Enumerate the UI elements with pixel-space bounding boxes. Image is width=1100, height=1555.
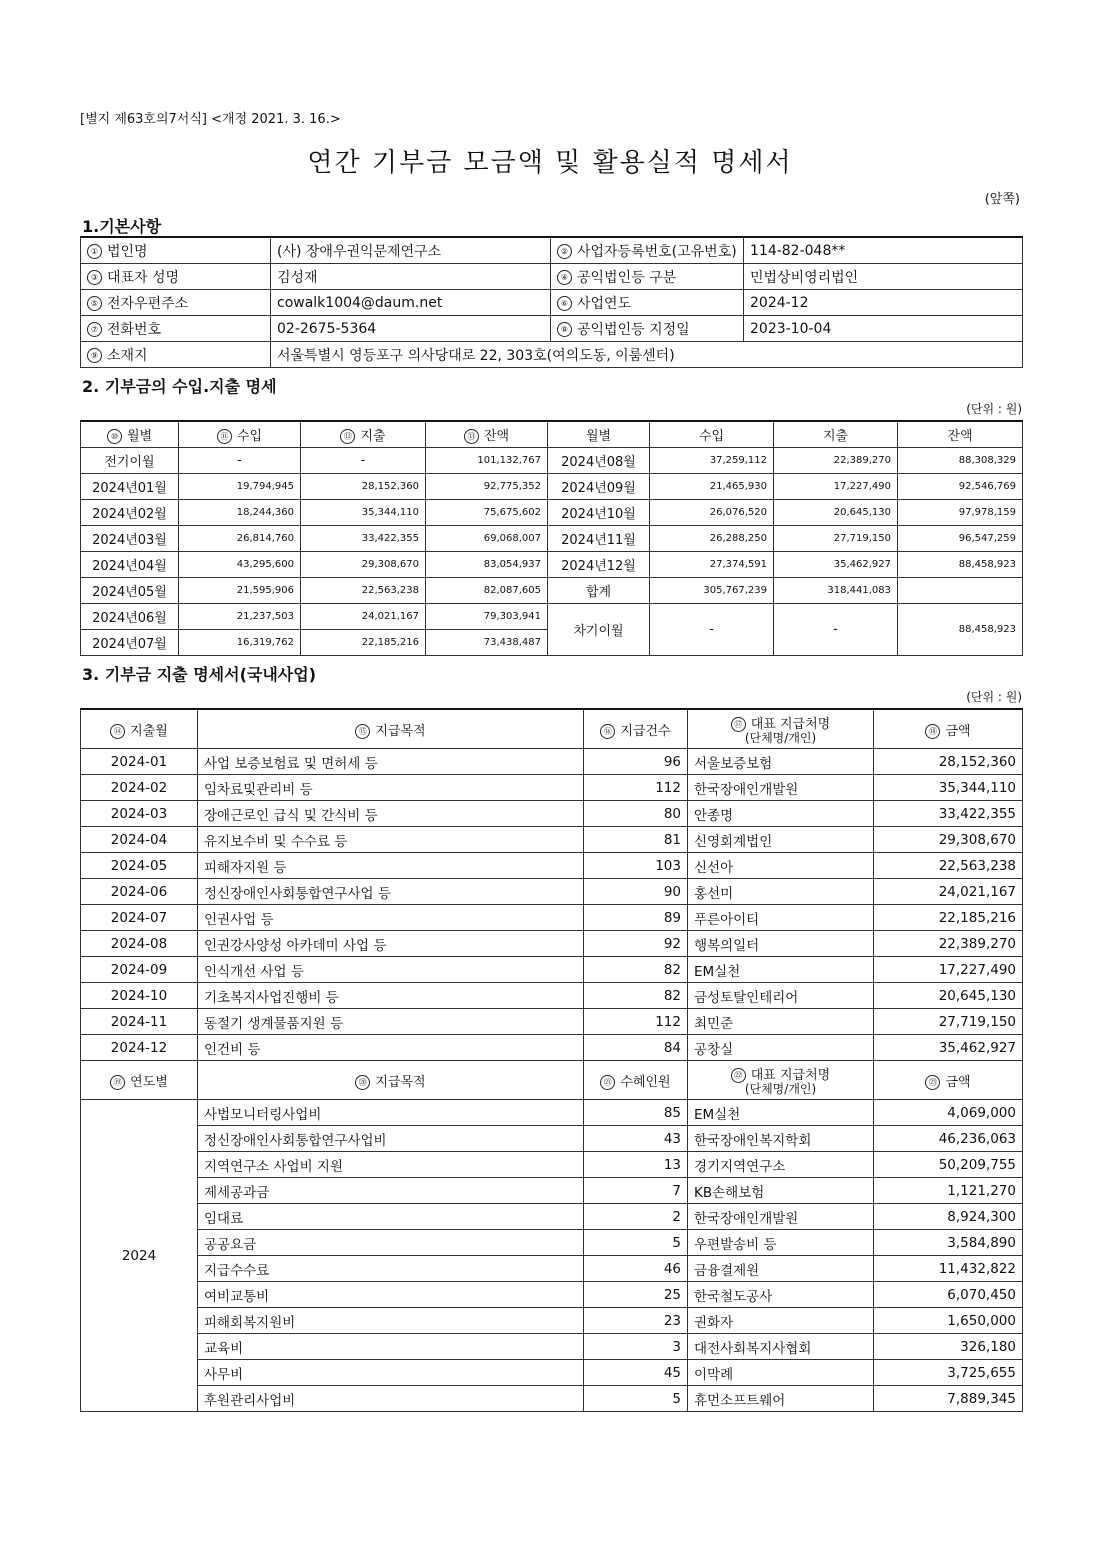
- col-amount: ⑱ 금액: [874, 709, 1023, 749]
- field-value: 114-82-048**: [744, 237, 1023, 264]
- table-row: [81, 775, 1023, 801]
- month-cell: 2024년02월: [81, 500, 179, 526]
- table-row: [81, 1100, 1023, 1126]
- table-row: [81, 1126, 1023, 1152]
- expense-cell: 33,422,355: [301, 526, 426, 552]
- amount-cell: 8,924,300: [874, 1204, 1023, 1230]
- income-cell: 21,465,930: [650, 474, 774, 500]
- number-badge: ③: [87, 270, 102, 285]
- table-row: [81, 853, 1023, 879]
- table-row: [81, 500, 1023, 526]
- payee-cell: 이막례: [688, 1360, 874, 1386]
- purpose-cell: 후원관리사업비: [198, 1386, 584, 1412]
- expense-cell: 28,152,360: [301, 474, 426, 500]
- table-row: [81, 983, 1023, 1009]
- income-cell: 27,374,591: [650, 552, 774, 578]
- balance-cell: 69,068,007: [426, 526, 548, 552]
- yearly-header-row: [81, 1061, 1023, 1100]
- col-purpose: ⑳ 지급목적: [198, 1061, 584, 1100]
- count-cell: 84: [584, 1035, 688, 1061]
- amount-cell: 3,725,655: [874, 1360, 1023, 1386]
- count-cell: 103: [584, 853, 688, 879]
- info-row: [81, 264, 1023, 290]
- month-cell: 2024년05월: [81, 578, 179, 604]
- section2-unit: (단위 : 원): [966, 402, 1022, 416]
- beneficiary-count-cell: 85: [584, 1100, 688, 1126]
- carry-m-cell: 차기이월: [548, 604, 650, 656]
- amount-cell: 20,645,130: [874, 983, 1023, 1009]
- payee-cell: 서울보증보험: [688, 749, 874, 775]
- purpose-cell: 임차료및관리비 등: [198, 775, 584, 801]
- month-cell: 2024년07월: [81, 630, 179, 656]
- purpose-cell: 사무비: [198, 1360, 584, 1386]
- income-cell: 18,244,360: [179, 500, 301, 526]
- table-row: [81, 1204, 1023, 1230]
- col-income-2: 수입: [650, 421, 774, 448]
- number-badge: ④: [557, 270, 572, 285]
- payee-cell: 한국장애인복지학회: [688, 1126, 874, 1152]
- purpose-cell: 정신장애인사회통합연구사업 등: [198, 879, 584, 905]
- field-value: 민법상비영리법인: [744, 264, 1023, 290]
- income-cell: 19,794,945: [179, 474, 301, 500]
- balance-cell: 96,547,259: [898, 526, 1023, 552]
- amount-cell: 35,462,927: [874, 1035, 1023, 1061]
- beneficiary-count-cell: 25: [584, 1282, 688, 1308]
- col-expense-month: ⑭ 지출월: [81, 709, 198, 749]
- expense-detail-table: [80, 708, 1023, 1412]
- month-cell: 2024-12: [81, 1035, 198, 1061]
- amount-cell: 7,889,345: [874, 1386, 1023, 1412]
- page-title: 연간 기부금 모금액 및 활용실적 명세서: [307, 148, 793, 178]
- carry-out-cell: -: [774, 604, 898, 656]
- expense-cell: 20,645,130: [774, 500, 898, 526]
- beneficiary-count-cell: 45: [584, 1360, 688, 1386]
- purpose-cell: 공공요금: [198, 1230, 584, 1256]
- purpose-cell: 교육비: [198, 1334, 584, 1360]
- count-cell: 96: [584, 749, 688, 775]
- col-expense: ⑫ 지출: [301, 421, 426, 448]
- col-income: ⑪ 수입: [179, 421, 301, 448]
- month-cell: 2024년11월: [548, 526, 650, 552]
- count-cell: 81: [584, 827, 688, 853]
- basic-info-table: [80, 236, 1023, 368]
- amount-cell: 33,422,355: [874, 801, 1023, 827]
- expense-cell: 318,441,083: [774, 578, 898, 604]
- number-badge: ㉓: [925, 1075, 940, 1090]
- payee-cell: 한국철도공사: [688, 1282, 874, 1308]
- month-cell: 2024년04월: [81, 552, 179, 578]
- payee-cell: 행복의일터: [688, 931, 874, 957]
- amount-cell: 4,069,000: [874, 1100, 1023, 1126]
- table-row: [81, 879, 1023, 905]
- income-cell: 43,295,600: [179, 552, 301, 578]
- number-badge: ⑧: [557, 322, 572, 337]
- number-badge: ②: [557, 244, 572, 259]
- income-expense-table: [80, 420, 1023, 656]
- balance-cell: 92,546,769: [898, 474, 1023, 500]
- col-beneficiaries: ㉑ 수혜인원: [584, 1061, 688, 1100]
- beneficiary-count-cell: 3: [584, 1334, 688, 1360]
- amount-cell: 50,209,755: [874, 1152, 1023, 1178]
- field-label: ① 법인명: [81, 237, 271, 264]
- month-cell: 2024년10월: [548, 500, 650, 526]
- table-row: [81, 749, 1023, 775]
- table-row: [81, 552, 1023, 578]
- field-label: ⑧ 공익법인등 지정일: [551, 316, 744, 342]
- amount-cell: 27,719,150: [874, 1009, 1023, 1035]
- expense-cell: 22,563,238: [301, 578, 426, 604]
- count-cell: 112: [584, 775, 688, 801]
- beneficiary-count-cell: 13: [584, 1152, 688, 1178]
- amount-cell: 22,389,270: [874, 931, 1023, 957]
- payee-cell: 홍선미: [688, 879, 874, 905]
- balance-cell: [898, 578, 1023, 604]
- month-cell: 2024-08: [81, 931, 198, 957]
- beneficiary-count-cell: 43: [584, 1126, 688, 1152]
- number-badge: ⑨: [87, 348, 102, 363]
- expense-cell: 35,462,927: [774, 552, 898, 578]
- col-payee: ⑰ 대표 지급처명 (단체명/개인): [688, 709, 874, 749]
- field-value: 02-2675-5364: [271, 316, 551, 342]
- year-cell: 2024: [81, 1100, 198, 1412]
- beneficiary-count-cell: 7: [584, 1178, 688, 1204]
- balance-cell: 82,087,605: [426, 578, 548, 604]
- month-cell: 2024-09: [81, 957, 198, 983]
- balance-cell: 75,675,602: [426, 500, 548, 526]
- table-row: [81, 526, 1023, 552]
- income-cell: 26,076,520: [650, 500, 774, 526]
- section1-title: 1.기본사항: [82, 217, 162, 236]
- table-row: [81, 578, 1023, 604]
- income-cell: -: [179, 448, 301, 474]
- number-badge: ⑦: [87, 322, 102, 337]
- income-cell: 26,814,760: [179, 526, 301, 552]
- month-cell: 2024-04: [81, 827, 198, 853]
- table-row: [81, 604, 1023, 630]
- number-badge: ①: [87, 244, 102, 259]
- field-label: ③ 대표자 성명: [81, 264, 271, 290]
- payee-cell: 경기지역연구소: [688, 1152, 874, 1178]
- month-cell: 2024년03월: [81, 526, 179, 552]
- month-cell: 2024-03: [81, 801, 198, 827]
- balance-cell: 92,775,352: [426, 474, 548, 500]
- section2-title: 2. 기부금의 수입.지출 명세: [82, 377, 277, 396]
- number-badge: ⑳: [355, 1075, 370, 1090]
- expense-cell: 35,344,110: [301, 500, 426, 526]
- income-cell: 21,237,503: [179, 604, 301, 630]
- table-row: [81, 801, 1023, 827]
- payee-cell: 공창실: [688, 1035, 874, 1061]
- col-balance-2: 잔액: [898, 421, 1023, 448]
- payee-cell: 휴먼소프트웨어: [688, 1386, 874, 1412]
- col-payee: ㉒ 대표 지급처명 (단체명/개인): [688, 1061, 874, 1100]
- table-row: [81, 1308, 1023, 1334]
- table-row: [81, 1360, 1023, 1386]
- balance-cell: 73,438,487: [426, 630, 548, 656]
- month-cell: 2024-06: [81, 879, 198, 905]
- table-row: [81, 905, 1023, 931]
- beneficiary-count-cell: 23: [584, 1308, 688, 1334]
- table-row: [81, 1035, 1023, 1061]
- month-cell: 2024년06월: [81, 604, 179, 630]
- info-row: [81, 237, 1023, 264]
- table-row: [81, 1334, 1023, 1360]
- month-cell: 2024년08월: [548, 448, 650, 474]
- field-value: 2023-10-04: [744, 316, 1023, 342]
- field-value: 2024-12: [744, 290, 1023, 316]
- field-label: ⑨ 소재지: [81, 342, 271, 368]
- payee-cell: 권화자: [688, 1308, 874, 1334]
- purpose-cell: 제세공과금: [198, 1178, 584, 1204]
- payee-cell: 안종명: [688, 801, 874, 827]
- purpose-cell: 임대료: [198, 1204, 584, 1230]
- amount-cell: 28,152,360: [874, 749, 1023, 775]
- payee-cell: 푸른아이티: [688, 905, 874, 931]
- col-count: ⑯ 지급건수: [584, 709, 688, 749]
- month-cell: 2024-07: [81, 905, 198, 931]
- payee-cell: EM실천: [688, 957, 874, 983]
- month-cell: 2024-11: [81, 1009, 198, 1035]
- table-row: [81, 957, 1023, 983]
- purpose-cell: 인식개선 사업 등: [198, 957, 584, 983]
- table-row: [81, 474, 1023, 500]
- month-cell: 2024년12월: [548, 552, 650, 578]
- purpose-cell: 사법모니터링사업비: [198, 1100, 584, 1126]
- balance-cell: 79,303,941: [426, 604, 548, 630]
- count-cell: 89: [584, 905, 688, 931]
- col-amount: ㉓ 금액: [874, 1061, 1023, 1100]
- table-row: [81, 1152, 1023, 1178]
- field-label: ② 사업자등록번호(고유번호): [551, 237, 744, 264]
- expense-cell: -: [301, 448, 426, 474]
- number-badge: ㉒: [731, 1068, 746, 1083]
- table-row: [81, 931, 1023, 957]
- payee-cell: 한국장애인개발원: [688, 1204, 874, 1230]
- purpose-cell: 인건비 등: [198, 1035, 584, 1061]
- section3-unit: (단위 : 원): [966, 690, 1022, 704]
- field-label: ⑤ 전자우편주소: [81, 290, 271, 316]
- purpose-cell: 장애근로인 급식 및 간식비 등: [198, 801, 584, 827]
- table-row: [81, 1282, 1023, 1308]
- count-cell: 82: [584, 957, 688, 983]
- balance-cell: 97,978,159: [898, 500, 1023, 526]
- expense-cell: 22,389,270: [774, 448, 898, 474]
- col-month: ⑩ 월별: [81, 421, 179, 448]
- purpose-cell: 피해자지원 등: [198, 853, 584, 879]
- month-cell: 2024년01월: [81, 474, 179, 500]
- info-row: [81, 290, 1023, 316]
- purpose-cell: 동절기 생계물품지원 등: [198, 1009, 584, 1035]
- address-row: [81, 342, 1023, 368]
- col-month-2: 월별: [548, 421, 650, 448]
- expense-cell: 22,185,216: [301, 630, 426, 656]
- count-cell: 112: [584, 1009, 688, 1035]
- expense-cell: 29,308,670: [301, 552, 426, 578]
- amount-cell: 35,344,110: [874, 775, 1023, 801]
- beneficiary-count-cell: 46: [584, 1256, 688, 1282]
- expense-cell: 24,021,167: [301, 604, 426, 630]
- field-label: ⑥ 사업연도: [551, 290, 744, 316]
- payee-cell: 한국장애인개발원: [688, 775, 874, 801]
- count-cell: 92: [584, 931, 688, 957]
- beneficiary-count-cell: 2: [584, 1204, 688, 1230]
- income-cell: 26,288,250: [650, 526, 774, 552]
- carry-bal-cell: 88,458,923: [898, 604, 1023, 656]
- page-side-label: (앞쪽): [984, 192, 1020, 207]
- income-cell: 305,767,239: [650, 578, 774, 604]
- address-value: 서울특별시 영등포구 의사당대로 22, 303호(여의도동, 이룸센터): [271, 342, 1023, 368]
- amount-cell: 46,236,063: [874, 1126, 1023, 1152]
- col-year: ⑲ 연도별: [81, 1061, 198, 1100]
- payee-cell: 최민준: [688, 1009, 874, 1035]
- purpose-cell: 유지보수비 및 수수료 등: [198, 827, 584, 853]
- month-cell: 2024-02: [81, 775, 198, 801]
- income-cell: 16,319,762: [179, 630, 301, 656]
- amount-cell: 1,650,000: [874, 1308, 1023, 1334]
- payee-cell: KB손해보험: [688, 1178, 874, 1204]
- purpose-cell: 여비교통비: [198, 1282, 584, 1308]
- month-cell: 2024년09월: [548, 474, 650, 500]
- count-cell: 82: [584, 983, 688, 1009]
- month-cell: 합계: [548, 578, 650, 604]
- amount-cell: 1,121,270: [874, 1178, 1023, 1204]
- beneficiary-count-cell: 5: [584, 1230, 688, 1256]
- payee-cell: 대전사회복지사협회: [688, 1334, 874, 1360]
- amount-cell: 11,432,822: [874, 1256, 1023, 1282]
- table-row: [81, 1230, 1023, 1256]
- payee-cell: 신선아: [688, 853, 874, 879]
- count-cell: 80: [584, 801, 688, 827]
- purpose-cell: 사업 보증보험료 및 면허세 등: [198, 749, 584, 775]
- balance-cell: 88,308,329: [898, 448, 1023, 474]
- table-row: [81, 1009, 1023, 1035]
- number-badge: ⑤: [87, 296, 102, 311]
- purpose-cell: 인권강사양성 아카데미 사업 등: [198, 931, 584, 957]
- table-row: [81, 1256, 1023, 1282]
- form-note: [별지 제63호의7서식] <개정 2021. 3. 16.>: [80, 112, 341, 127]
- field-value: cowalk1004@daum.net: [271, 290, 551, 316]
- table-row: [81, 1178, 1023, 1204]
- month-cell: 전기이월: [81, 448, 179, 474]
- month-cell: 2024-01: [81, 749, 198, 775]
- purpose-cell: 정신장애인사회통합연구사업비: [198, 1126, 584, 1152]
- amount-cell: 17,227,490: [874, 957, 1023, 983]
- purpose-cell: 인권사업 등: [198, 905, 584, 931]
- field-value: (사) 장애우권익문제연구소: [271, 237, 551, 264]
- field-value: 김성재: [271, 264, 551, 290]
- payee-cell: 신영회계법인: [688, 827, 874, 853]
- month-cell: 2024-05: [81, 853, 198, 879]
- payee-cell: 우편발송비 등: [688, 1230, 874, 1256]
- balance-cell: 88,458,923: [898, 552, 1023, 578]
- col-expense-2: 지출: [774, 421, 898, 448]
- purpose-cell: 피해회복지원비: [198, 1308, 584, 1334]
- table-row: [81, 448, 1023, 474]
- carry-in-cell: -: [650, 604, 774, 656]
- col-balance: ⑬ 잔액: [426, 421, 548, 448]
- table-row: [81, 1386, 1023, 1412]
- number-badge: ㉑: [600, 1075, 615, 1090]
- number-badge: ⑲: [110, 1075, 125, 1090]
- amount-cell: 22,185,216: [874, 905, 1023, 931]
- amount-cell: 326,180: [874, 1334, 1023, 1360]
- col-purpose: ⑮ 지급목적: [198, 709, 584, 749]
- amount-cell: 6,070,450: [874, 1282, 1023, 1308]
- section3-title: 3. 기부금 지출 명세서(국내사업): [82, 665, 317, 684]
- payee-cell: 금융결제원: [688, 1256, 874, 1282]
- amount-cell: 29,308,670: [874, 827, 1023, 853]
- count-cell: 90: [584, 879, 688, 905]
- field-label: ⑦ 전화번호: [81, 316, 271, 342]
- purpose-cell: 지급수수료: [198, 1256, 584, 1282]
- info-row: [81, 316, 1023, 342]
- income-cell: 37,259,112: [650, 448, 774, 474]
- amount-cell: 3,584,890: [874, 1230, 1023, 1256]
- beneficiary-count-cell: 5: [584, 1386, 688, 1412]
- table-row: [81, 827, 1023, 853]
- purpose-cell: 지역연구소 사업비 지원: [198, 1152, 584, 1178]
- payee-cell: EM실천: [688, 1100, 874, 1126]
- field-label: ④ 공익법인등 구분: [551, 264, 744, 290]
- expense-cell: 27,719,150: [774, 526, 898, 552]
- expense-cell: 17,227,490: [774, 474, 898, 500]
- amount-cell: 24,021,167: [874, 879, 1023, 905]
- amount-cell: 22,563,238: [874, 853, 1023, 879]
- payee-cell: 금성토탈인테리어: [688, 983, 874, 1009]
- balance-cell: 83,054,937: [426, 552, 548, 578]
- balance-cell: 101,132,767: [426, 448, 548, 474]
- number-badge: ⑥: [557, 296, 572, 311]
- purpose-cell: 기초복지사업진행비 등: [198, 983, 584, 1009]
- month-cell: 2024-10: [81, 983, 198, 1009]
- income-cell: 21,595,906: [179, 578, 301, 604]
